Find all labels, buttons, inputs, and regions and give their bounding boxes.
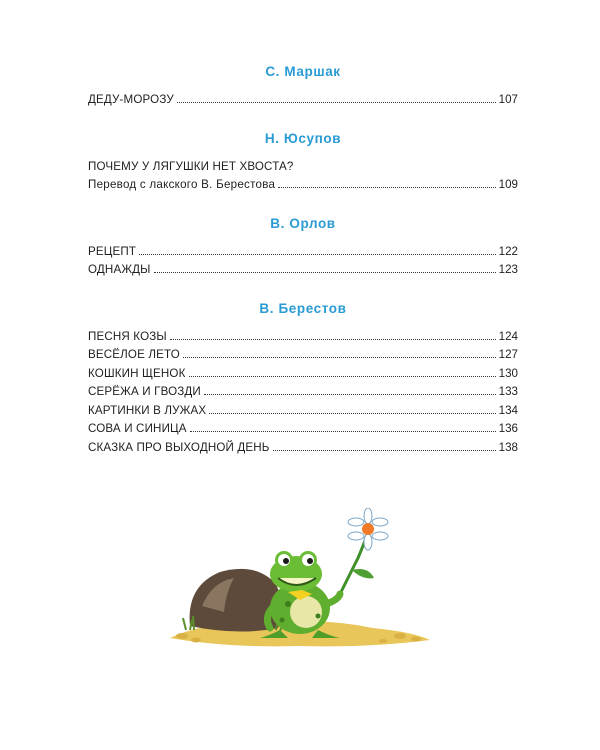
entry-page-number: 124 <box>498 329 518 343</box>
section-yusupov <box>88 131 518 195</box>
toc-entry[interactable] <box>88 365 518 384</box>
dot-leader <box>139 253 496 255</box>
dot-leader <box>273 449 496 451</box>
section-berestov <box>88 301 518 458</box>
toc-entry[interactable] <box>88 328 518 347</box>
daisy-flower <box>348 508 388 550</box>
author-heading: Н. Юсупов <box>264 130 342 146</box>
entry-page-number: 133 <box>498 385 518 398</box>
toc-entry[interactable] <box>88 402 518 421</box>
toc-entry[interactable] <box>88 383 518 402</box>
toc-entry[interactable] <box>88 176 518 195</box>
dot-leader <box>183 356 496 358</box>
toc-entry[interactable] <box>88 439 518 458</box>
dot-leader <box>177 101 496 103</box>
author-heading: В. Орлов <box>270 215 336 231</box>
dot-leader <box>189 375 496 377</box>
entry-page-number: 123 <box>498 263 518 276</box>
flower-leaf <box>352 569 374 578</box>
dot-leader <box>190 430 496 432</box>
entry-page-number: 109 <box>498 178 518 191</box>
entry-page-number: 130 <box>498 366 518 380</box>
entry-title: СКАЗКА ПРО ВЫХОДНОЙ ДЕНЬ <box>88 440 270 454</box>
entry-title: ПЕСНЯ КОЗЫ <box>88 329 167 343</box>
entry-title: КОШКИН ЩЕНОК <box>88 366 186 380</box>
entry-title: СЕРЁЖА И ГВОЗДИ <box>88 385 201 398</box>
entry-title: Перевод с лакского В. Берестова <box>88 178 276 191</box>
toc-entry[interactable] <box>88 243 518 262</box>
table-of-contents <box>88 64 518 478</box>
dot-leader <box>278 186 495 188</box>
section-marshak <box>88 64 518 110</box>
flower-stem <box>338 532 368 598</box>
author-heading: С. Маршак <box>265 64 341 79</box>
dot-leader <box>154 271 496 273</box>
entry-page-number: 122 <box>498 244 518 258</box>
dot-leader <box>209 412 495 414</box>
entry-page-number: 138 <box>498 440 518 454</box>
author-heading: В. Берестов <box>259 300 347 316</box>
entry-title: КАРТИНКИ В ЛУЖАХ <box>88 403 207 417</box>
toc-entry[interactable] <box>88 420 518 439</box>
entry-page-number: 136 <box>498 422 518 435</box>
entry-page-number: 127 <box>498 348 518 361</box>
entry-title: ОДНАЖДЫ <box>88 263 151 276</box>
dot-leader <box>170 338 496 340</box>
entry-title: РЕЦЕПТ <box>88 244 137 258</box>
entry-heading: ПОЧЕМУ У ЛЯГУШКИ НЕТ ХВОСТА? <box>88 159 294 173</box>
frog-with-flower-illustration <box>168 508 438 658</box>
toc-entry[interactable] <box>88 346 518 365</box>
section-orlov <box>88 216 518 280</box>
toc-entry[interactable] <box>88 91 518 110</box>
entry-page-number: 107 <box>498 93 518 106</box>
dot-leader <box>204 393 496 395</box>
toc-entry[interactable] <box>88 261 518 280</box>
entry-title: ДЕДУ-МОРОЗУ <box>88 93 174 106</box>
entry-page-number: 134 <box>498 403 518 417</box>
entry-title: ВЕСЁЛОЕ ЛЕТО <box>88 348 180 361</box>
entry-title: СОВА И СИНИЦА <box>88 422 187 435</box>
